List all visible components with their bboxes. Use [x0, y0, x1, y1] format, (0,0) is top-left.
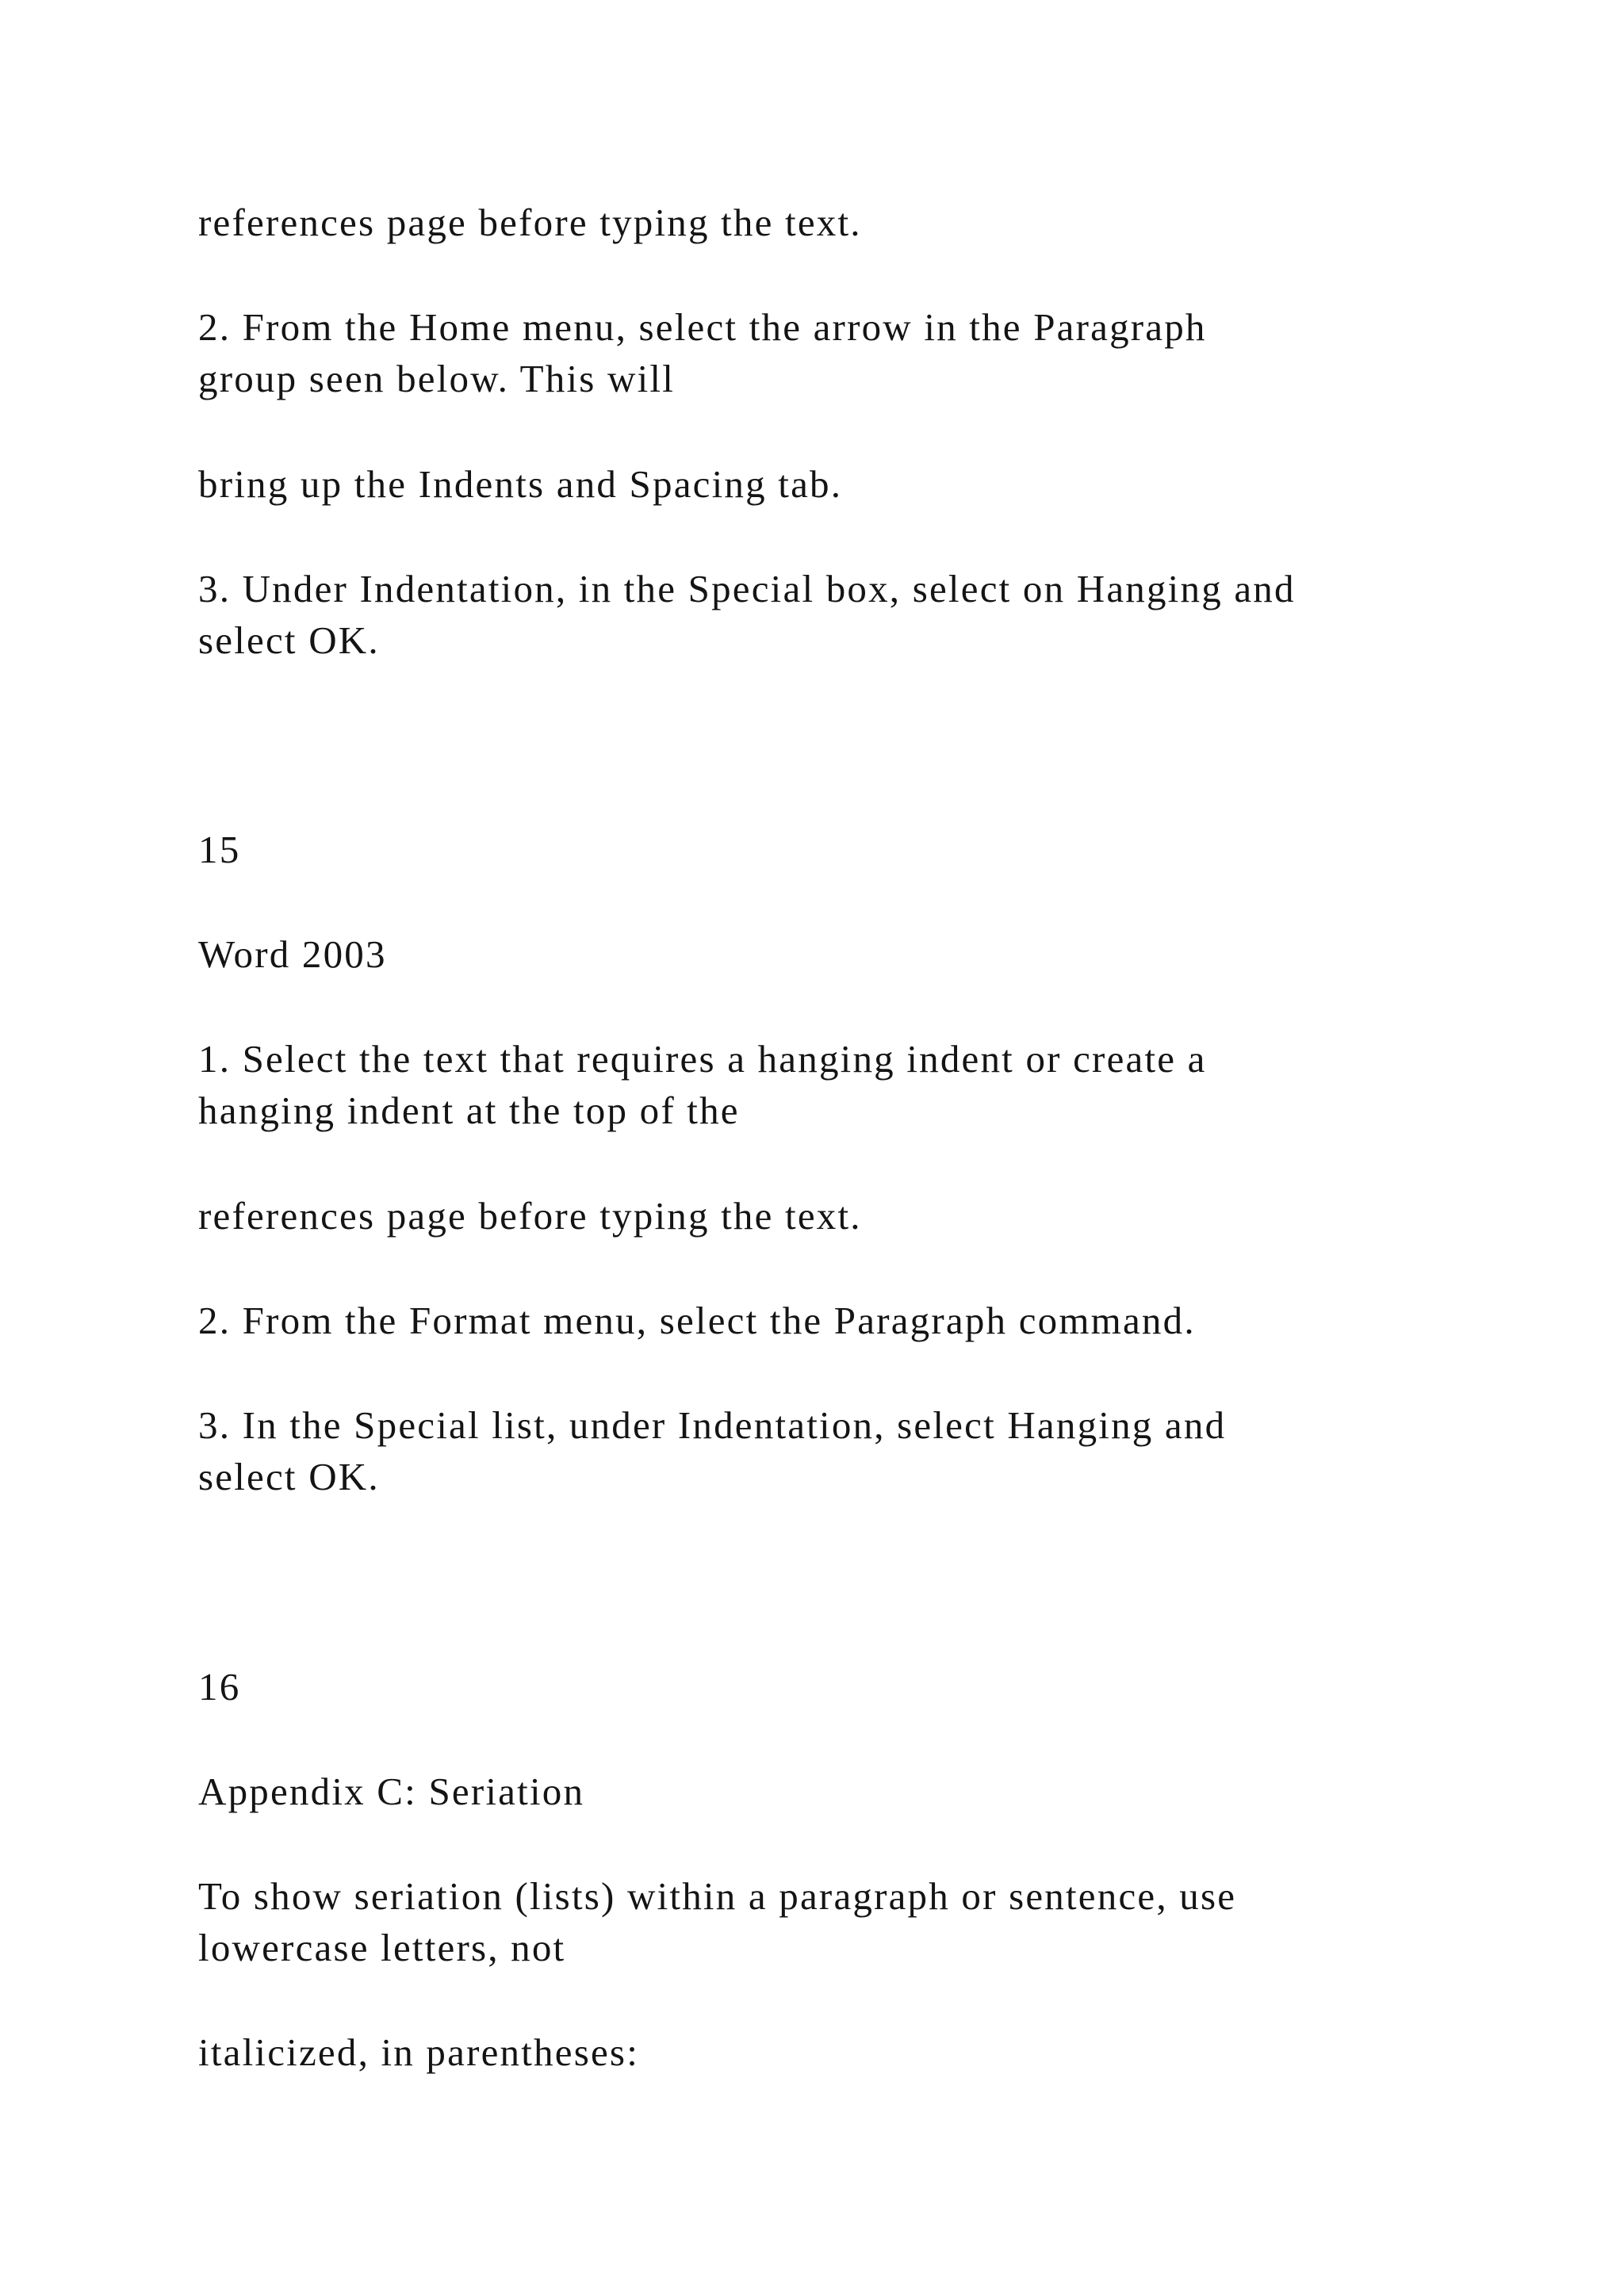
text-line: 2. From the Home menu, select the arrow in the Paragraph [198, 305, 1207, 349]
text-line: 1. Select the text that requires a hanging indent or create a [198, 1037, 1207, 1081]
text-line: italicized, in parentheses: [198, 2030, 640, 2074]
section-heading: Word 2003 [198, 932, 387, 976]
text-line: references page before typing the text. [198, 1194, 862, 1238]
text-line: lowercase letters, not [198, 1926, 566, 1969]
text-line: references page before typing the text. [198, 201, 862, 244]
text-line: bring up the Indents and Spacing tab. [198, 462, 843, 506]
page-number: 16 [198, 1665, 241, 1709]
section-heading: Appendix C: Seriation [198, 1770, 585, 1813]
text-line: 3. In the Special list, under Indentation, select Hanging and [198, 1403, 1227, 1447]
text-line: 3. Under Indentation, in the Special box, select on Hanging and [198, 567, 1296, 610]
text-line: To show seriation (lists) within a paragraph or sentence, use [198, 1874, 1237, 1918]
text-line: 2. From the Format menu, select the Paragraph command. [198, 1299, 1196, 1342]
text-line: hanging indent at the top of the [198, 1089, 740, 1132]
page-number: 15 [198, 828, 241, 871]
text-line: select OK. [198, 618, 380, 662]
text-line: select OK. [198, 1455, 380, 1498]
text-line: group seen below. This will [198, 357, 676, 400]
